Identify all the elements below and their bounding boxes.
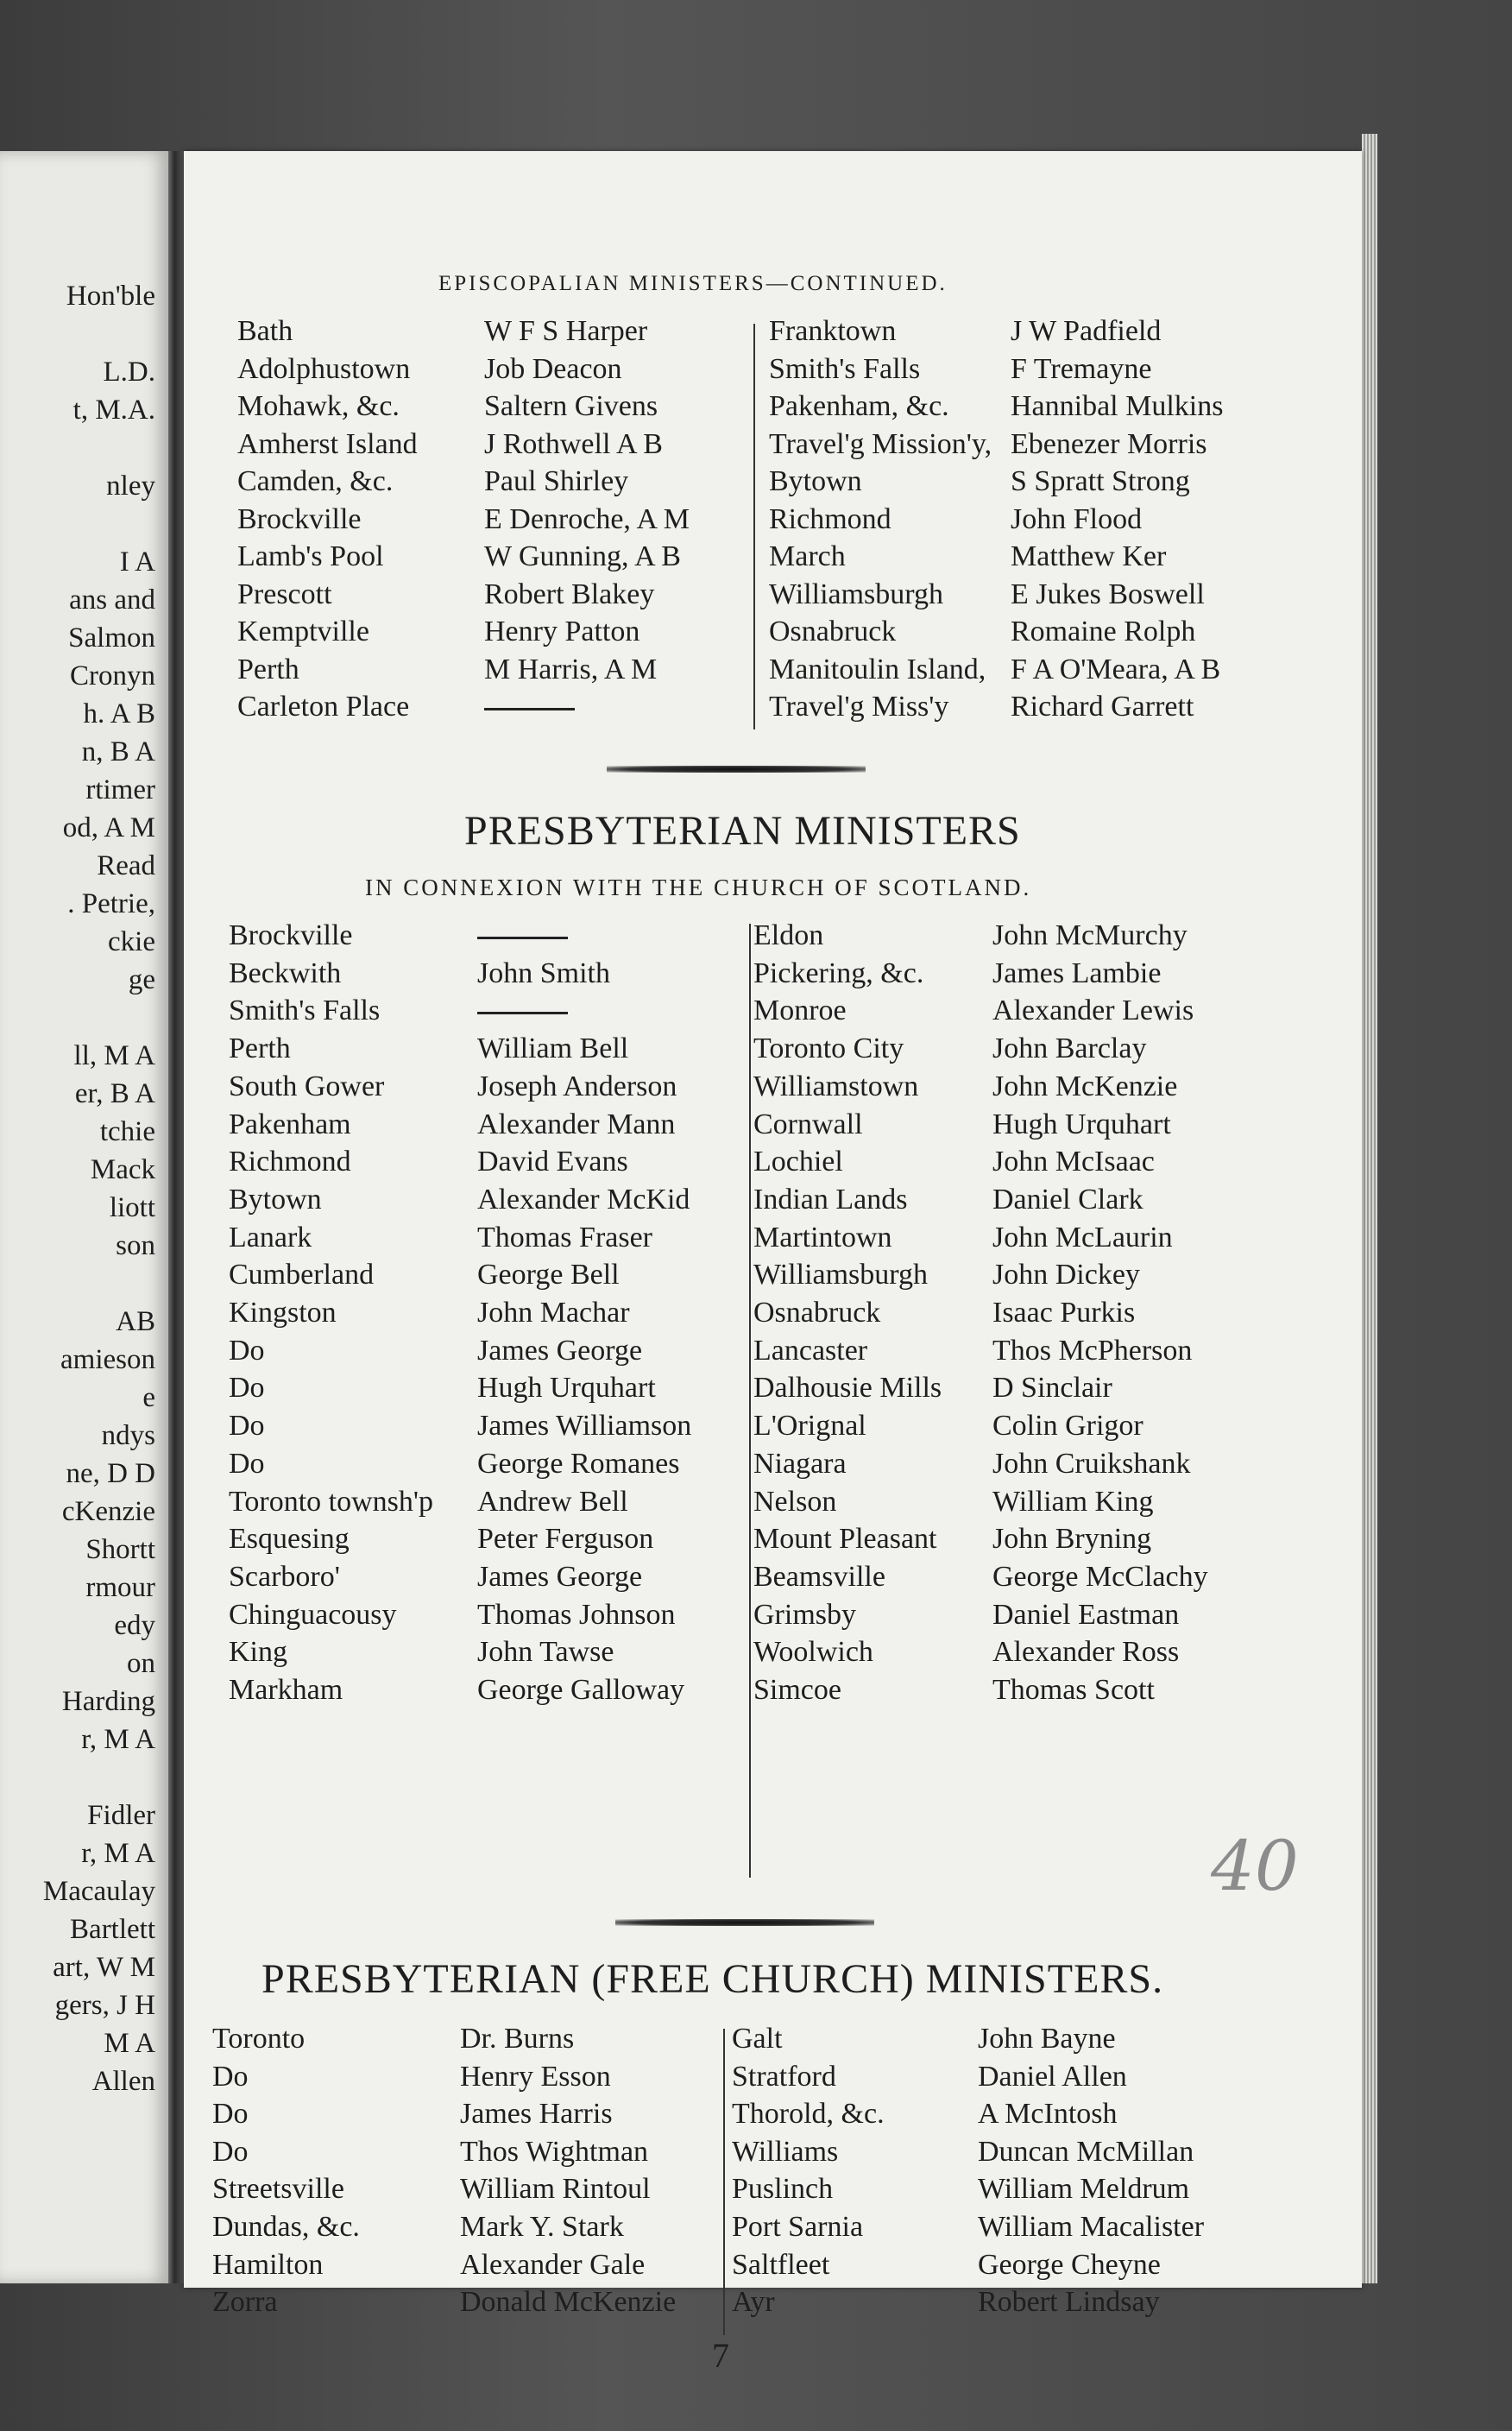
minister-name: Daniel Clark [992, 1183, 1143, 1216]
minister-name: Colin Grigor [992, 1410, 1143, 1443]
minister-name: John McMurchy [992, 919, 1188, 951]
minister-name: W Gunning, A B [484, 540, 681, 572]
place-name: Brockville [229, 919, 353, 951]
minister-name: Andrew Bell [477, 1485, 628, 1518]
episcopalian-heading: EPISCOPALIAN MINISTERS—CONTINUED. [438, 272, 948, 295]
minister-name: J Rothwell A B [484, 427, 663, 460]
minister-name: S Spratt Strong [1011, 465, 1190, 497]
place-name: Amherst Island [237, 427, 418, 460]
minister-name: John Flood [1011, 502, 1143, 535]
minister-name: Thos McPherson [992, 1334, 1193, 1367]
facing-page-line: ndys [101, 1420, 155, 1451]
place-name: Williams [732, 2135, 839, 2168]
place-name: Monroe [753, 994, 847, 1027]
minister-name: George Galloway [477, 1674, 685, 1706]
place-name: Port Sarnia [732, 2211, 864, 2243]
minister-name: David Evans [477, 1146, 628, 1178]
minister-name: William Macalister [978, 2211, 1205, 2243]
facing-page-line: . Petrie, [67, 888, 155, 919]
minister-name: Hannibal Mulkins [1011, 390, 1224, 422]
place-name: Cumberland [229, 1259, 375, 1291]
place-name: Chinguacousy [229, 1598, 397, 1631]
minister-name: F A O'Meara, A B [1011, 653, 1221, 685]
facing-page-line: r, M A [81, 1838, 155, 1869]
minister-name: E Denroche, A M [484, 502, 690, 535]
facing-page-line: I A [119, 546, 155, 578]
place-name: Richmond [229, 1146, 351, 1178]
place-name: Ayr [732, 2286, 775, 2319]
place-name: Do [229, 1447, 265, 1480]
minister-name: James George [477, 1334, 643, 1367]
book-gutter [168, 151, 184, 2283]
facing-page-line: amieson [60, 1344, 155, 1375]
column-divider [723, 2029, 725, 2335]
facing-page-line: Fidler [87, 1800, 155, 1831]
minister-name: E Jukes Boswell [1011, 578, 1205, 610]
minister-name: John Tawse [477, 1636, 614, 1669]
place-name: Do [212, 2135, 249, 2168]
place-name: Nelson [753, 1485, 837, 1518]
minister-name: Thomas Johnson [477, 1598, 676, 1631]
place-name: Bath [237, 315, 293, 347]
place-name: Do [229, 1334, 265, 1367]
place-name: Martintown [753, 1221, 892, 1253]
facing-page-line: tchie [99, 1116, 155, 1147]
facing-page-line: AB [116, 1306, 155, 1337]
place-name: Dundas, &c. [212, 2211, 360, 2243]
place-name: Simcoe [753, 1674, 841, 1706]
place-name: Perth [237, 653, 299, 685]
place-name: Toronto City [753, 1032, 904, 1065]
minister-name: Hugh Urquhart [477, 1372, 656, 1405]
minister-name: John Dickey [992, 1259, 1140, 1291]
minister-name: Joseph Anderson [477, 1070, 677, 1102]
minister-name: Isaac Purkis [992, 1297, 1136, 1329]
place-name: Markham [229, 1674, 343, 1706]
directory-page [184, 151, 1362, 2375]
facing-page-line: n, B A [81, 736, 155, 767]
place-name: Adolphustown [237, 352, 411, 385]
minister-name [477, 994, 568, 1027]
place-name: Franktown [769, 315, 897, 347]
place-name: Niagara [753, 1447, 847, 1480]
minister-name: John Barclay [992, 1032, 1147, 1065]
place-name: Smith's Falls [769, 352, 921, 385]
facing-page-line: ckie [108, 926, 155, 957]
minister-name: John McIsaac [992, 1146, 1155, 1178]
minister-name: Robert Lindsay [978, 2286, 1160, 2319]
facing-page-line: gers, J H [54, 1990, 155, 2021]
place-name: Do [229, 1410, 265, 1443]
facing-page-line: liott [109, 1192, 155, 1223]
facing-page-fragment [0, 151, 168, 2283]
facing-page-line: Shortt [85, 1534, 155, 1565]
minister-name: Thomas Fraser [477, 1221, 653, 1253]
page-edges [1362, 134, 1377, 2283]
pencil-annotation: 40 [1211, 1826, 1299, 1906]
minister-name: James Williamson [477, 1410, 692, 1443]
ornamental-rule [607, 766, 866, 773]
minister-name [477, 919, 568, 952]
facing-page-line: art, W M [53, 1952, 155, 1983]
place-name: Lanark [229, 1221, 312, 1253]
place-name: Pickering, &c. [753, 957, 924, 989]
minister-name: F Tremayne [1011, 352, 1152, 385]
presbyterian-heading: PRESBYTERIAN MINISTERS [464, 808, 1021, 854]
place-name: Indian Lands [753, 1183, 908, 1216]
ornamental-rule [615, 1919, 874, 1926]
minister-name: D Sinclair [992, 1372, 1112, 1405]
facing-page-line: Hon'ble [66, 281, 155, 312]
facing-page-line: r, M A [81, 1724, 155, 1755]
minister-name: W F S Harper [484, 315, 648, 347]
place-name: Beckwith [229, 957, 342, 989]
place-name: Bytown [229, 1183, 322, 1216]
place-name: Do [212, 2060, 249, 2093]
place-name: Travel'g Mission'y, [769, 427, 992, 460]
place-name: Esquesing [229, 1523, 350, 1556]
place-name: Brockville [237, 502, 362, 535]
minister-name: Robert Blakey [484, 578, 655, 610]
minister-name: Alexander Gale [460, 2248, 646, 2281]
place-name: Do [212, 2098, 249, 2131]
place-name: Stratford [732, 2060, 836, 2093]
place-name: Thorold, &c. [732, 2098, 885, 2131]
minister-name: Dr. Burns [460, 2023, 575, 2055]
place-name: Kemptville [237, 616, 369, 647]
place-name: March [769, 540, 846, 572]
facing-page-line: ans and [69, 584, 155, 616]
minister-name: John Bayne [978, 2023, 1116, 2055]
place-name: Osnabruck [753, 1297, 881, 1329]
facing-page-line: Cronyn [70, 660, 155, 691]
minister-name: Thomas Scott [992, 1674, 1155, 1706]
place-name: Eldon [753, 919, 824, 951]
place-name: Lamb's Pool [237, 540, 384, 572]
facing-page-line: er, B A [74, 1078, 155, 1109]
presbyterian-subheading: IN CONNEXION WITH THE CHURCH OF SCOTLAND. [365, 875, 1032, 900]
minister-name: Job Deacon [484, 352, 622, 385]
minister-name: William Meldrum [978, 2173, 1190, 2206]
minister-name: William King [992, 1485, 1154, 1518]
minister-name: John Bryning [992, 1523, 1152, 1556]
minister-name: George Romanes [477, 1447, 680, 1480]
place-name: Scarboro' [229, 1560, 340, 1593]
column-divider [753, 324, 755, 729]
place-name: Carleton Place [237, 691, 410, 723]
minister-name: George Cheyne [978, 2248, 1161, 2281]
place-name: Lochiel [753, 1146, 843, 1178]
minister-name: Daniel Allen [978, 2060, 1127, 2093]
place-name: Toronto [212, 2023, 306, 2055]
place-name: Dalhousie Mills [753, 1372, 942, 1405]
place-name: Smith's Falls [229, 994, 381, 1027]
place-name: Perth [229, 1032, 291, 1065]
facing-page-line: Macaulay [42, 1876, 155, 1907]
facing-page-line: ne, D D [66, 1458, 155, 1489]
minister-name: Duncan McMillan [978, 2135, 1194, 2168]
facing-page-line: ge [128, 964, 155, 995]
minister-name: John McKenzie [992, 1070, 1178, 1102]
place-name: Camden, &c. [237, 465, 394, 497]
facing-page-line: t, M.A. [72, 395, 155, 426]
place-name: L'Orignal [753, 1410, 866, 1443]
minister-name: John Cruikshank [992, 1447, 1191, 1480]
facing-page-line: Mack [90, 1154, 155, 1185]
free-church-heading: PRESBYTERIAN (FREE CHURCH) MINISTERS. [261, 1956, 1164, 2002]
place-name: Hamilton [212, 2248, 324, 2281]
facing-page-line: cKenzie [61, 1496, 155, 1527]
minister-name: Henry Esson [460, 2060, 611, 2093]
minister-name: James Harris [460, 2098, 613, 2131]
place-name: Richmond [769, 502, 891, 535]
minister-name: Donald McKenzie [460, 2286, 677, 2319]
facing-page-line: e [142, 1382, 155, 1413]
minister-name: James George [477, 1560, 643, 1593]
place-name: Galt [732, 2023, 783, 2055]
minister-name: George McClachy [992, 1560, 1208, 1593]
facing-page-line: Allen [91, 2066, 155, 2097]
minister-name: Hugh Urquhart [992, 1108, 1171, 1140]
facing-page-line: edy [114, 1610, 155, 1641]
minister-name: George Bell [477, 1259, 620, 1291]
facing-page-line: Read [97, 850, 155, 881]
place-name: King [229, 1636, 287, 1669]
minister-name: Mark Y. Stark [460, 2211, 624, 2243]
minister-name: Alexander Ross [992, 1636, 1180, 1669]
place-name: Williamsburgh [753, 1259, 928, 1291]
place-name: Lancaster [753, 1334, 868, 1367]
minister-name: John Smith [477, 957, 610, 989]
place-name: Williamstown [753, 1070, 919, 1102]
place-name: Bytown [769, 465, 862, 497]
place-name: Woolwich [753, 1636, 873, 1669]
place-name: Mohawk, &c. [237, 390, 400, 422]
facing-page-line: Bartlett [70, 1914, 155, 1945]
facing-page-line: son [116, 1230, 155, 1261]
minister-name: Daniel Eastman [992, 1598, 1180, 1631]
place-name: Streetsville [212, 2173, 344, 2206]
facing-page-line: ll, M A [73, 1040, 155, 1071]
place-name: Do [229, 1372, 265, 1405]
place-name: Zorra [212, 2286, 278, 2319]
facing-page-line: nley [106, 470, 155, 502]
minister-name: Thos Wightman [460, 2135, 649, 2168]
facing-page-line: Harding [61, 1686, 155, 1717]
place-name: Prescott [237, 578, 332, 610]
minister-name: M Harris, A M [484, 653, 658, 685]
minister-name: Saltern Givens [484, 390, 658, 422]
place-name: Toronto townsh'p [229, 1485, 434, 1518]
place-name: Travel'g Miss'y [769, 691, 949, 723]
facing-page-line: h. A B [83, 698, 155, 729]
place-name: Kingston [229, 1297, 337, 1329]
minister-name: J W Padfield [1011, 315, 1162, 347]
place-name: Cornwall [753, 1108, 863, 1140]
facing-page-line: M A [104, 2028, 155, 2059]
minister-name: Romaine Rolph [1011, 616, 1196, 647]
facing-page-line: L.D. [103, 357, 155, 388]
minister-name: Alexander McKid [477, 1183, 690, 1216]
minister-name: Matthew Ker [1011, 540, 1167, 572]
facing-page-line: od, A M [62, 812, 155, 843]
minister-name: James Lambie [992, 957, 1162, 989]
place-name: Osnabruck [769, 616, 897, 647]
facing-page-line: rtimer [85, 774, 155, 805]
column-divider [749, 924, 751, 1878]
place-name: Pakenham [229, 1108, 351, 1140]
minister-name [484, 691, 575, 723]
minister-name: John Machar [477, 1297, 630, 1329]
minister-name: William Rintoul [460, 2173, 651, 2206]
minister-name: Henry Patton [484, 616, 640, 647]
minister-name: A McIntosh [978, 2098, 1118, 2131]
minister-name: Richard Garrett [1011, 691, 1194, 723]
page-number: 7 [712, 2336, 729, 2375]
place-name: Pakenham, &c. [769, 390, 949, 422]
place-name: Williamsburgh [769, 578, 943, 610]
minister-name: John McLaurin [992, 1221, 1173, 1253]
minister-name: Alexander Lewis [992, 994, 1194, 1027]
place-name: South Gower [229, 1070, 385, 1102]
place-name: Saltfleet [732, 2248, 830, 2281]
minister-name: Ebenezer Morris [1011, 427, 1207, 460]
facing-page-line: rmour [85, 1572, 155, 1603]
minister-name: Paul Shirley [484, 465, 629, 497]
place-name: Grimsby [753, 1598, 856, 1631]
place-name: Beamsville [753, 1560, 885, 1593]
facing-page-line: on [127, 1648, 155, 1679]
place-name: Puslinch [732, 2173, 834, 2206]
minister-name: Alexander Mann [477, 1108, 676, 1140]
minister-name: Peter Ferguson [477, 1523, 654, 1556]
facing-page-line: Salmon [68, 622, 155, 654]
place-name: Manitoulin Island, [769, 653, 986, 685]
minister-name: William Bell [477, 1032, 629, 1065]
place-name: Mount Pleasant [753, 1523, 937, 1556]
